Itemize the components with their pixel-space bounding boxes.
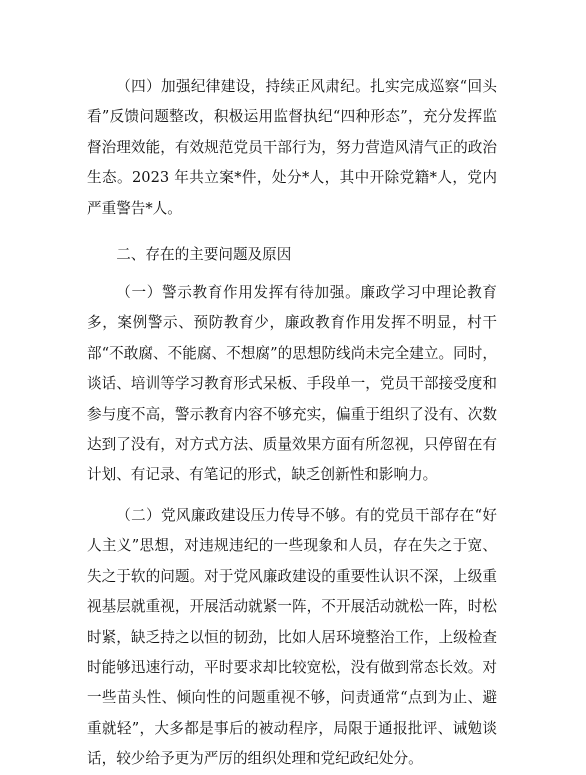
paragraph-discipline-construction: （四）加强纪律建设，持续正风肃纪。扎实完成巡察“回头看”反馈问题整改，积极运用监督执纪“四种形态”，充分发挥监督治理效能，有效规范党员干部行为，努力营造风清气正的政治生态。2023 年共立案*件，处分*人，其中开除党籍*人，党内严重警告*人。 — [87, 78, 497, 217]
paragraph-spacer — [87, 224, 497, 234]
paragraph-pressure-transmission: （二）党风廉政建设压力传导不够。有的党员干部存在“好人主义”思想，对违规违纪的一些现象和人员，存在失之于宽、失之于软的问题。对于党风廉政建设的重要性认识不深，上级重视基层就重视，开展活动就紧一阵，不开展活动就松一阵，时松时紧，缺乏持之以恒的韧劲，比如人居环境整治工作，上级检查时能够迅速行动，平时要求却比较宽松，没有做到常态长效。对一些苗头性、倾向性的问题重视不够，问责通常“点到为止、避重就轻”，大多都是事后的被动程序，局限于通报批评、诫勉谈话，较少给予更为严厉的组织处理和党纪政纪处分。 — [87, 506, 497, 768]
section-heading-problems: 二、存在的主要问题及原因 — [116, 246, 292, 264]
paragraph-warning-education: （一）警示教育作用发挥有待加强。廉政学习中理论教育多，案例警示、预防教育少，廉政教育作用发挥不明显，村干部“不敢腐、不能腐、不想腐”的思想防线尚未完全建立。同时，谈话、培训等学习教育形式呆板、手段单一，党员干部接受度和参与度不高，警示教育内容不够充实，偏重于组织了没有、次数达到了没有，对方式方法、质量效果方面有所忽视，只停留在有计划、有记录、有笔记的形式，缺乏创新性和影响力。 — [87, 284, 497, 484]
paragraph-spacer — [87, 491, 497, 501]
document-page — [87, 72, 497, 775]
